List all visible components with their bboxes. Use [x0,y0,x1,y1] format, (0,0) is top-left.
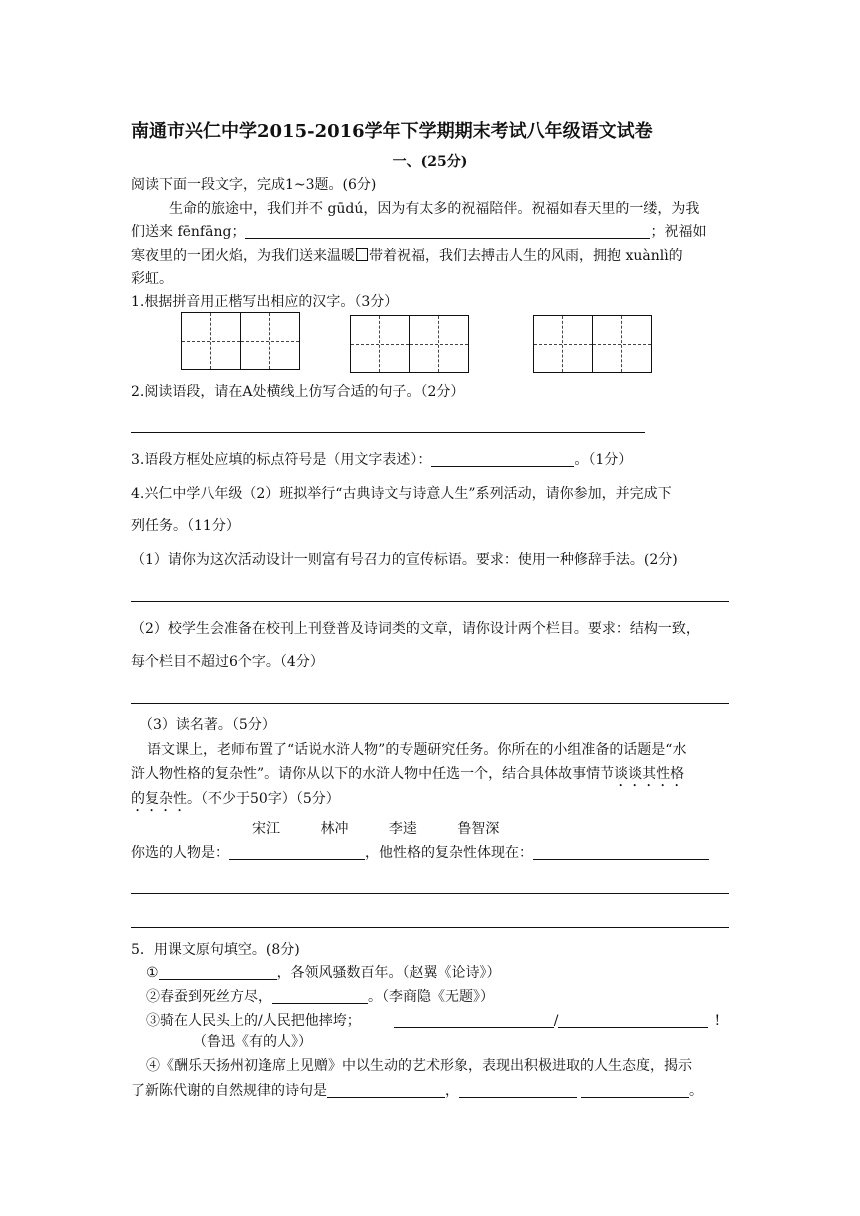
answer-blank-q5-4c[interactable] [581,1097,689,1098]
question-text: 。（李商隐《无题》） [368,989,494,1005]
emphasized-text: 的复杂性 [131,791,187,807]
question-text: 。（不少于50字）（5分） [187,791,340,807]
answer-blank-a[interactable] [245,238,650,239]
separator: / [553,1013,559,1029]
question-4-line-1: 4.兴仁中学八年级（2）班拟举行“古典诗文与诗意人生”系列活动，请你参加，并完成下 [131,486,672,502]
answer-blank-trait[interactable] [533,859,709,860]
passage-text: 寒夜里的一团火焰，为我们送来温暖 [131,248,355,264]
exam-title: 南通市兴仁中学2015-2016学年下学期期末考试八年级语文试卷 [131,121,653,142]
question-5-3 [146,1011,720,1031]
question-5-2 [146,987,494,1007]
grid-cell[interactable] [240,313,299,369]
question-text: ， [445,1083,459,1099]
question-1: 1.根据拼音用正楷写出相应的汉字。（3分） [131,294,399,310]
question-text: 。（1分） [574,452,633,468]
question-text: 你选的人物是： [131,845,229,861]
question-text: 浒人物性格的复杂性”。请你从以下的水浒人物中任选一个，结合具体故事情节 [131,766,615,782]
question-4-2-line-1: （2）校学生会准备在校刊上刊登普及诗词类的文章，请你设计两个栏目。要求：结构一致， [131,621,700,637]
answer-blank-q5-4a[interactable] [327,1097,445,1098]
grid-cell[interactable] [182,313,240,369]
question-5-3-source: （鲁迅《有的人》） [193,1034,312,1050]
question-text: ，各领风骚数百年。（赵翼《论诗》） [276,965,501,981]
question-5-4-line-2 [131,1081,703,1101]
answer-line-q4-3b[interactable] [131,927,729,928]
passage-text: 带着祝福，我们去搏击人生的风雨，拥抱 xuànlì的 [369,248,683,264]
question-4-2-line-2: 每个栏目不超过6个字。（4分） [131,654,324,670]
question-5-1 [146,963,501,983]
passage-line-3 [131,246,683,266]
answer-blank-q3[interactable] [431,466,574,467]
question-4-3-text-1: 语文课上，老师布置了“话说水浒人物”的专题研究任务。你所在的小组准备的话题是“水 [147,742,687,758]
character-options [252,818,535,838]
question-3 [131,450,632,470]
passage-text: ；祝福如 [650,224,707,240]
character-name: 宋江 [252,821,280,837]
grid-cell[interactable] [592,316,651,372]
writing-grid-1[interactable] [181,312,300,370]
question-text: 。 [689,1083,703,1099]
answer-blank-character[interactable] [229,859,365,860]
answer-blank-q5-1[interactable] [159,979,277,980]
question-text: ，他性格的复杂性体现在： [365,845,533,861]
choose-character-line [131,843,709,863]
question-2: 2.阅读语段，请在A处横线上仿写合适的句子。（2分） [131,384,465,400]
question-5-4-line-1: ④《酬乐天扬州初逢席上见赠》中以生动的艺术形象，表现出积极进取的人生态度，揭示 [146,1058,692,1074]
section-heading: 一、(25分) [392,154,468,170]
answer-line-q2[interactable] [131,432,645,433]
punctuation-box[interactable] [356,248,368,261]
character-name: 林冲 [320,821,349,837]
emphasized-text: 谈谈其性格 [614,766,685,782]
answer-blank-q5-3b[interactable] [558,1027,708,1028]
answer-line-q4-1[interactable] [131,601,729,602]
question-5: 5．用课文原句填空。(8分) [131,942,300,958]
grid-cell[interactable] [409,316,468,372]
question-text: 了新陈代谢的自然规律的诗句是 [131,1083,327,1099]
passage-line-4: 彩虹。 [131,271,173,287]
character-name: 李逵 [388,821,417,837]
question-text: 3.语段方框处应填的标点符号是（用文字表述）： [131,452,432,468]
question-text: ③骑在人民头上的/人民把他摔垮； [146,1013,361,1029]
question-text: ②春蚕到死丝方尽， [146,989,272,1005]
question-4-3: （3）读名著。（5分） [139,717,276,733]
answer-blank-q5-3a[interactable] [394,1027,554,1028]
answer-blank-q5-4b[interactable] [459,1097,577,1098]
reading-instruction: 阅读下面一段文字，完成1~3题。(6分) [131,177,377,193]
grid-cell[interactable] [351,316,409,372]
exclamation: ! [714,1013,721,1029]
question-4-line-2: 列任务。（11分） [131,518,240,534]
passage-line-1: 生命的旅途中，我们并不 gūdú，因为有太多的祝福陪伴。祝福如春天里的一缕，为我 [169,201,700,217]
writing-grid-3[interactable] [533,315,652,373]
question-4-3-text-3 [131,789,340,815]
answer-line-q4-3a[interactable] [131,893,729,894]
passage-text: 们送来 fēnfāng； [131,224,246,240]
writing-grid-2[interactable] [350,315,469,373]
passage-line-2 [131,222,706,242]
answer-blank-q5-2[interactable] [272,1003,368,1004]
grid-cell[interactable] [534,316,592,372]
answer-line-q4-2[interactable] [131,703,729,704]
character-name: 鲁智深 [457,821,500,837]
question-4-3-text-2 [131,764,684,790]
question-4-1: （1）请你为这次活动设计一则富有号召力的宣传标语。要求：使用一种修辞手法。(2分) [131,552,678,568]
question-text: ① [146,965,159,981]
